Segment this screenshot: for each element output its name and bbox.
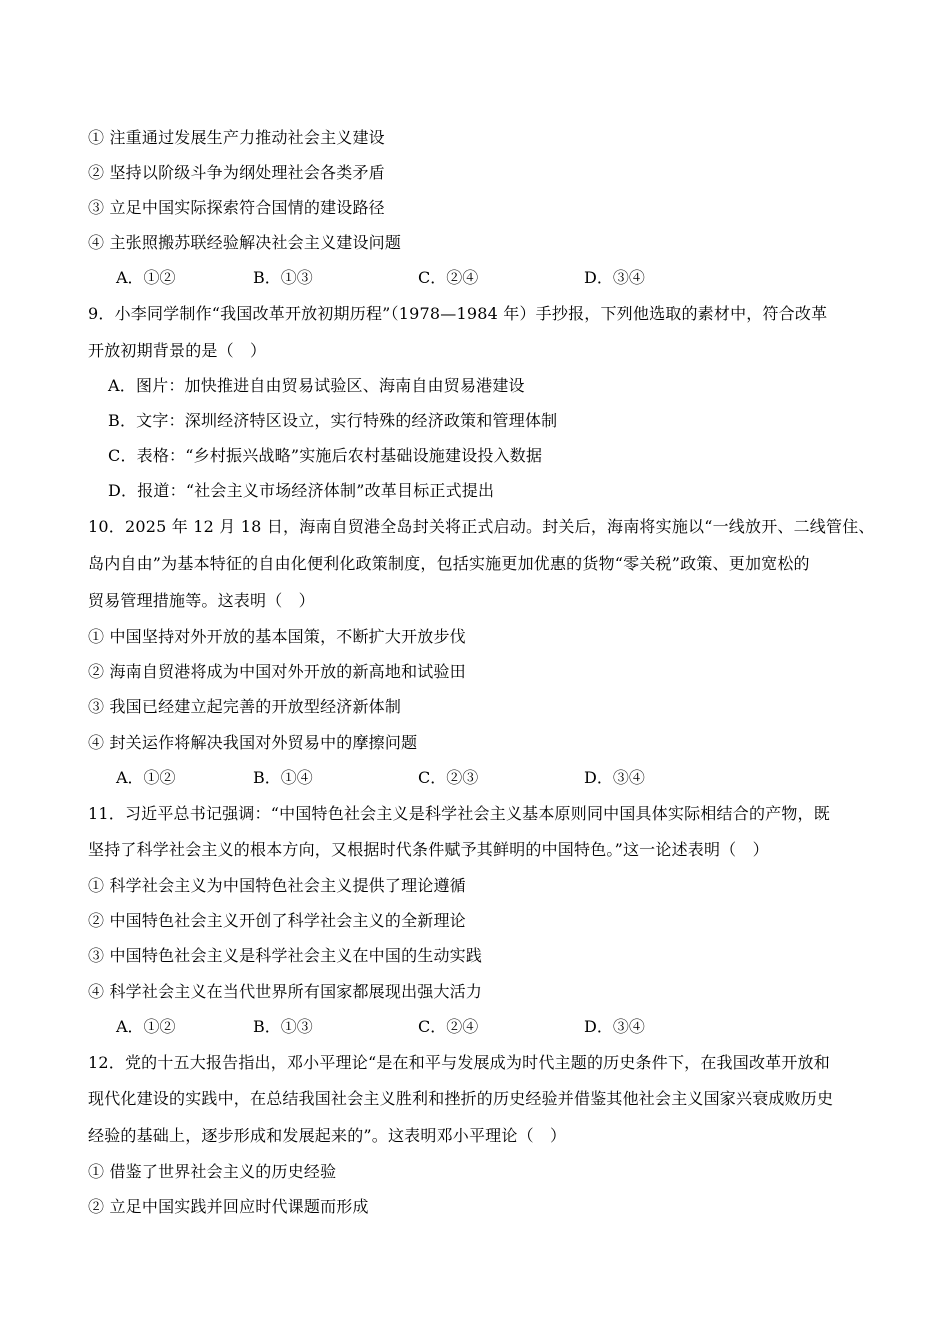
q9-option-a: A．图片：加快推进自由贸易试验区、海南自由贸易港建设 xyxy=(108,376,525,395)
q12-stem-line-2: 现代化建设的实践中，在总结我国社会主义胜利和挫折的历史经验并借鉴其他社会主义国家兴衰成败历史 xyxy=(88,1089,834,1108)
q12-statement-2: ② 立足中国实践并回应时代课题而形成 xyxy=(88,1197,369,1216)
q8-choice-a: A．①② xyxy=(116,268,176,287)
q10-statement-3: ③ 我国已经建立起完善的开放型经济新体制 xyxy=(88,697,402,716)
q10-choice-c: C．②③ xyxy=(418,768,479,787)
q10-statement-1: ① 中国坚持对外开放的基本国策，不断扩大开放步伐 xyxy=(88,627,466,646)
q10-choice-a: A．①② xyxy=(116,768,176,787)
q8-statement-3: ③ 立足中国实际探索符合国情的建设路径 xyxy=(88,198,385,217)
q11-statement-4: ④ 科学社会主义在当代世界所有国家都展现出强大活力 xyxy=(88,982,483,1001)
q12-stem-line-1: 12．党的十五大报告指出，邓小平理论“是在和平与发展成为时代主题的历史条件下，在我国改革开放和 xyxy=(88,1053,830,1072)
q11-statement-1: ① 科学社会主义为中国特色社会主义提供了理论遵循 xyxy=(88,876,466,895)
q10-choice-b: B．①④ xyxy=(253,768,313,787)
q11-choice-c: C．②④ xyxy=(418,1017,479,1036)
q11-choice-b: B．①③ xyxy=(253,1017,313,1036)
q8-statement-1: ① 注重通过发展生产力推动社会主义建设 xyxy=(88,128,385,147)
q12-stem-line-3: 经验的基础上，逐步形成和发展起来的”。这表明邓小平理论（ ） xyxy=(88,1126,567,1145)
q11-stem-line-1: 11．习近平总书记强调：“中国特色社会主义是科学社会主义基本原则同中国具体实际相结合的产物，既 xyxy=(88,804,830,823)
q9-stem-line-1: 9．小李同学制作“我国改革开放初期历程”（1978—1984 年）手抄报，下列他选取的素材中，符合改革 xyxy=(88,304,828,323)
q10-choice-d: D．③④ xyxy=(584,768,645,787)
q9-option-c: C．表格：“乡村振兴战略”实施后农村基础设施建设投入数据 xyxy=(108,446,543,465)
q8-choice-b: B．①③ xyxy=(253,268,313,287)
q11-stem-line-2: 坚持了科学社会主义的根本方向，又根据时代条件赋予其鲜明的中国特色。”这一论述表明（ ） xyxy=(88,840,769,859)
q10-stem-line-1: 10．2025 年 12 月 18 日，海南自贸港全岛封关将正式启动。封关后，海南将实施以“一线放开、二线管住、 xyxy=(88,517,875,536)
q11-choice-a: A．①② xyxy=(116,1017,176,1036)
q8-statement-2: ② 坚持以阶级斗争为纲处理社会各类矛盾 xyxy=(88,163,385,182)
q11-statement-2: ② 中国特色社会主义开创了科学社会主义的全新理论 xyxy=(88,911,466,930)
q12-statement-1: ① 借鉴了世界社会主义的历史经验 xyxy=(88,1162,337,1181)
q8-choice-c: C．②④ xyxy=(418,268,479,287)
q10-statement-4: ④ 封关运作将解决我国对外贸易中的摩擦问题 xyxy=(88,733,418,752)
q8-choice-d: D．③④ xyxy=(584,268,645,287)
q10-stem-line-3: 贸易管理措施等。这表明（ ） xyxy=(88,591,315,610)
q8-statement-4: ④ 主张照搬苏联经验解决社会主义建设问题 xyxy=(88,233,402,252)
q11-statement-3: ③ 中国特色社会主义是科学社会主义在中国的生动实践 xyxy=(88,946,483,965)
q10-statement-2: ② 海南自贸港将成为中国对外开放的新高地和试验田 xyxy=(88,662,466,681)
q9-option-b: B．文字：深圳经济特区设立，实行特殊的经济政策和管理体制 xyxy=(108,411,558,430)
q10-stem-line-2: 岛内自由”为基本特征的自由化便利化政策制度，包括实施更加优惠的货物“零关税”政策、更加宽松的 xyxy=(88,554,810,573)
q9-option-d: D．报道：“社会主义市场经济体制”改革目标正式提出 xyxy=(108,481,495,500)
q9-stem-line-2: 开放初期背景的是（ ） xyxy=(88,341,267,360)
q11-choice-d: D．③④ xyxy=(584,1017,645,1036)
